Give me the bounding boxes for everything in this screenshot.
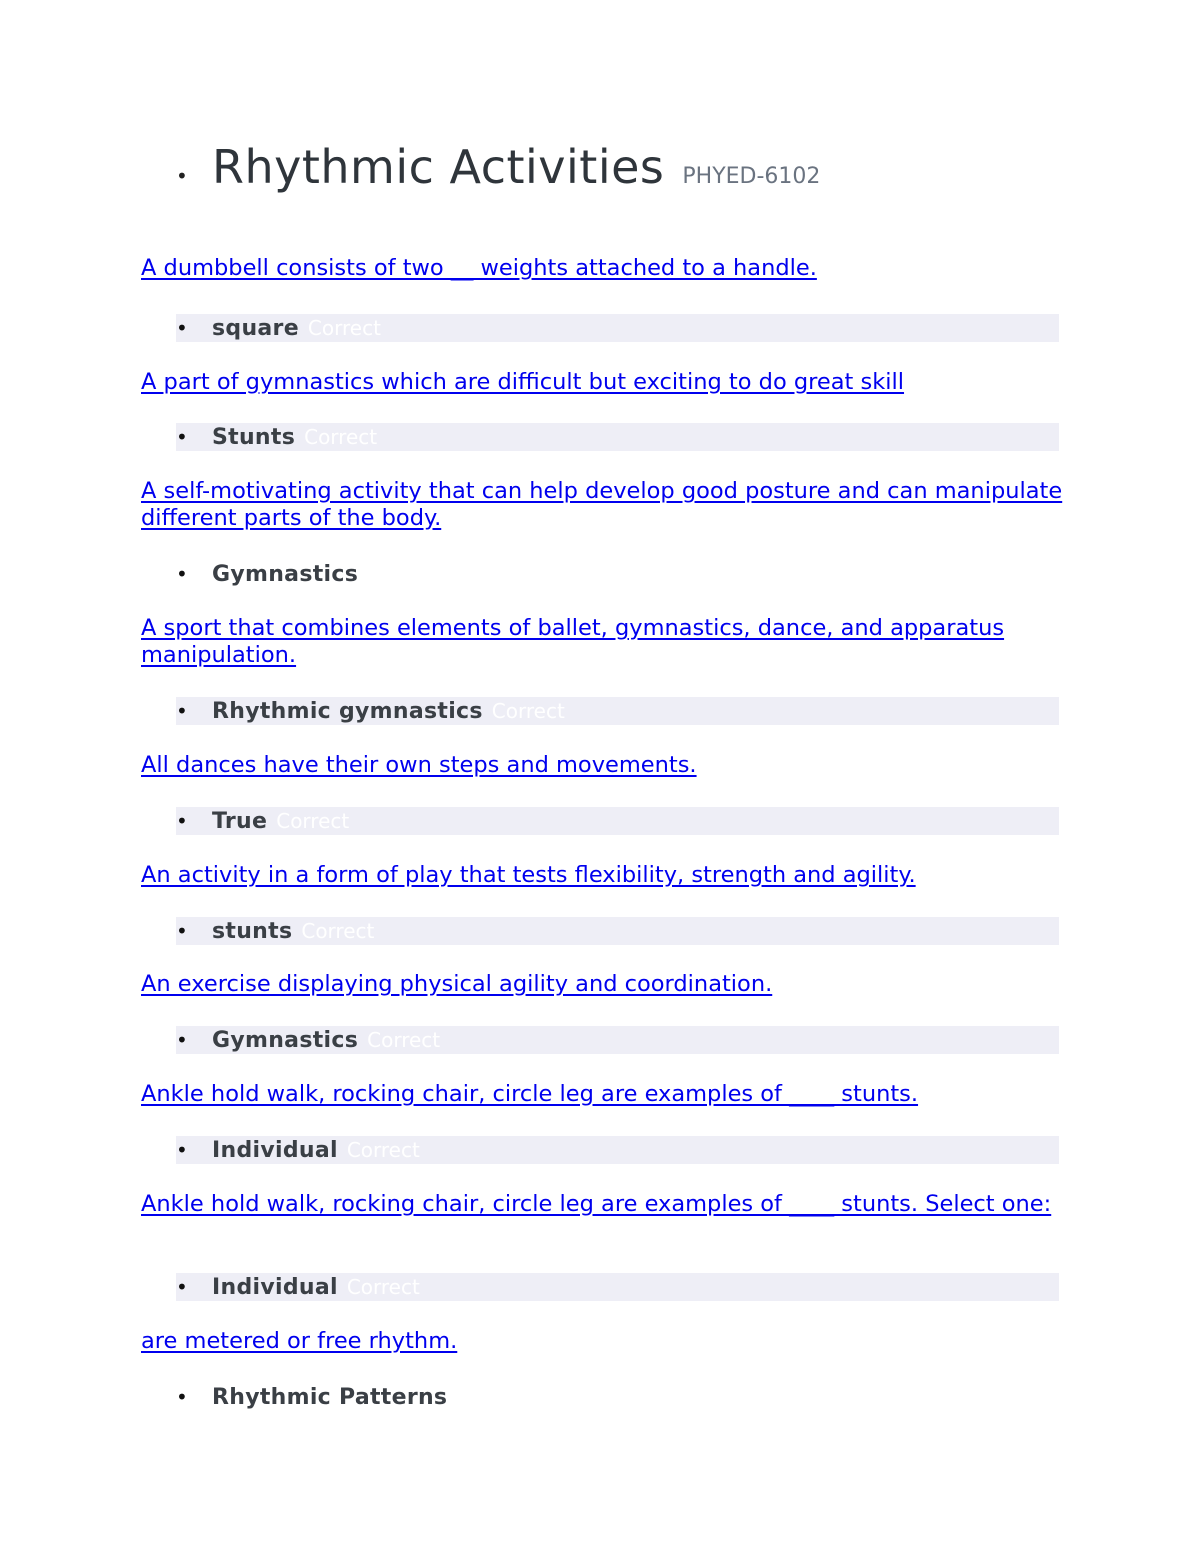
answer-text: Stunts (212, 424, 296, 450)
answer-item (176, 560, 1059, 588)
bullet: • (176, 919, 188, 943)
answer-item (176, 807, 1059, 835)
answer-item (176, 917, 1059, 945)
answer-text: square (212, 315, 299, 341)
page-title-row (176, 140, 820, 194)
question-link[interactable]: All dances have their own steps and movements. (141, 752, 697, 778)
answer-item (176, 697, 1059, 725)
question-link[interactable]: A dumbbell consists of two __ weights attached to a handle. (141, 255, 817, 281)
bullet: • (176, 1275, 188, 1299)
answer-text: Gymnastics (212, 561, 359, 587)
status-label: Correct (301, 919, 375, 943)
status-label: Correct (346, 1275, 420, 1299)
bullet: • (176, 809, 188, 833)
question-link[interactable]: A sport that combines elements of ballet, gymnastics, dance, and apparatus manipulation. (141, 615, 1005, 668)
status-label: Correct (367, 1028, 441, 1052)
question-link[interactable]: A part of gymnastics which are difficult but exciting to do great skill (141, 369, 905, 395)
answer-text: Individual (212, 1274, 338, 1300)
answer-text: Rhythmic gymnastics (212, 698, 483, 724)
status-label: Correct (491, 699, 565, 723)
answer-item (176, 1383, 1059, 1411)
answer-text: Gymnastics (212, 1027, 359, 1053)
answer-text: Individual (212, 1137, 338, 1163)
bullet: • (176, 316, 188, 340)
answer-item (176, 1273, 1059, 1301)
question-link[interactable]: A self-motivating activity that can help develop good posture and can manipulate different parts of the body. (141, 478, 1063, 531)
answer-item (176, 423, 1059, 451)
answer-item (176, 1026, 1059, 1054)
status-label: Correct (304, 425, 378, 449)
question-link[interactable]: Ankle hold walk, rocking chair, circle leg are examples of ____ stunts. Select one: (141, 1191, 1052, 1217)
title-bullet: • (176, 164, 188, 188)
bullet: • (176, 562, 188, 586)
bullet: • (176, 425, 188, 449)
bullet: • (176, 699, 188, 723)
bullet: • (176, 1138, 188, 1162)
answer-item (176, 314, 1059, 342)
status-label: Correct (276, 809, 350, 833)
bullet: • (176, 1385, 188, 1409)
question-link[interactable]: Ankle hold walk, rocking chair, circle leg are examples of ____ stunts. (141, 1081, 919, 1107)
bullet: • (176, 1028, 188, 1052)
course-code: PHYED-6102 (682, 164, 821, 189)
answer-text: Rhythmic Patterns (212, 1384, 448, 1410)
question-link[interactable]: are metered or free rhythm. (141, 1328, 458, 1354)
question-link[interactable]: An exercise displaying physical agility and coordination. (141, 971, 773, 997)
status-label: Correct (307, 316, 381, 340)
status-label: Correct (346, 1138, 420, 1162)
question-link[interactable]: An activity in a form of play that tests flexibility, strength and agility. (141, 862, 916, 888)
answer-text: stunts (212, 918, 293, 944)
page-title: Rhythmic Activities (212, 140, 665, 194)
answer-text: True (212, 808, 268, 834)
answer-item (176, 1136, 1059, 1164)
